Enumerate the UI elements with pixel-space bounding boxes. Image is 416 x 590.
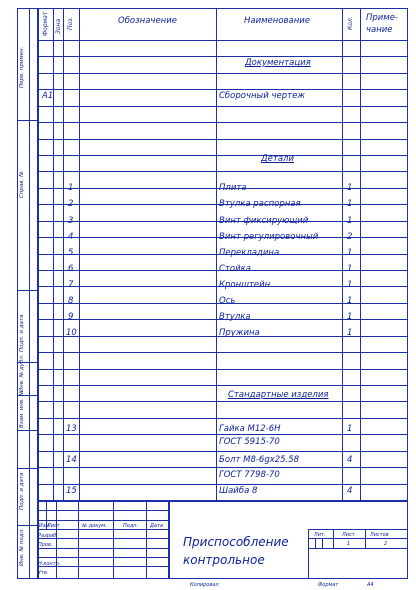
row-name: Стойка — [219, 264, 251, 274]
row-qty: 1 — [347, 296, 353, 306]
row-qty: 1 — [347, 424, 353, 434]
row-name: Втулка распорная — [219, 199, 301, 209]
header-name: Наименование — [244, 16, 311, 26]
ref-no-label: Справ. № — [19, 171, 25, 198]
replaces-inv-label: Взам. инв. № — [19, 390, 25, 428]
row-pos: 15 — [66, 486, 77, 496]
row-pos: 1 — [68, 183, 74, 193]
row-divider — [37, 106, 408, 107]
row-divider — [37, 56, 408, 57]
row-qty: 1 — [347, 280, 353, 290]
tb-sheets-label: Листов — [370, 532, 389, 538]
row-divider — [37, 352, 408, 353]
tb-col-date: Дата — [150, 523, 163, 529]
row-name: Втулка — [219, 312, 251, 322]
row-divider — [37, 401, 408, 402]
row-pos: 4 — [68, 232, 74, 242]
row-qty: 4 — [347, 455, 353, 465]
row-name: ГОСТ 5915-70 — [219, 437, 280, 447]
tb-approved: Утв. — [38, 570, 49, 576]
header-pos: Поз. — [67, 16, 74, 30]
row-name: Плита — [219, 183, 247, 193]
row-qty: 1 — [347, 312, 353, 322]
header-note-line1: Приме- — [366, 13, 399, 23]
row-divider — [37, 418, 408, 419]
row-name: ГОСТ 7798-70 — [219, 470, 280, 480]
row-name: Болт М8-6gx25.58 — [219, 455, 300, 465]
row-divider — [37, 171, 408, 172]
row-qty: 1 — [347, 248, 353, 258]
row-name: Пружина — [219, 328, 260, 338]
row-name: Ось — [219, 296, 236, 306]
first-use-label: Перв. примен. — [19, 46, 25, 88]
row-qty: 1 — [347, 216, 353, 226]
footer-format-label: Формат — [318, 582, 339, 588]
sign-date-label-1: Подп. и дата — [19, 314, 25, 352]
row-divider — [37, 451, 408, 452]
row-pos: 10 — [66, 328, 77, 338]
header-zone: Зона — [55, 18, 62, 34]
tb-col-doc: № докум. — [82, 523, 107, 529]
row-pos: 3 — [68, 216, 74, 226]
row-divider — [37, 122, 408, 123]
row-divider — [37, 467, 408, 468]
footer-format-value: А4 — [367, 582, 374, 588]
row-pos: 2 — [68, 199, 74, 209]
row-name: Шайба 8 — [219, 486, 258, 496]
row-name: Гайка М12-6Н — [219, 424, 281, 434]
row-pos: 5 — [68, 248, 74, 258]
tb-col-sheet: Лист — [47, 523, 60, 529]
tb-developed: Разраб. — [38, 533, 58, 539]
row-qty: 1 — [347, 183, 353, 193]
sign-date-label-2: Подп. и дата — [19, 472, 25, 510]
row-divider — [37, 89, 408, 90]
section-parts: Детали — [261, 154, 294, 164]
row-name: Винт регулировочный — [219, 232, 319, 242]
row-name: Кронштейн — [219, 280, 271, 290]
tb-col-sign: Подп. — [123, 523, 139, 529]
row-pos: 9 — [68, 312, 74, 322]
row-qty: 1 — [347, 264, 353, 274]
row-qty: 2 — [347, 232, 353, 242]
row-divider — [37, 385, 408, 386]
row-qty: 4 — [347, 486, 353, 496]
tb-checked: Пров. — [38, 542, 53, 548]
tb-col-change: Изм — [39, 523, 50, 529]
inv-dup-label: Инв. № дубл. — [19, 354, 25, 392]
footer-copied: Копировал — [190, 582, 219, 588]
row-divider — [37, 484, 408, 485]
drawing-title-line2: контрольное — [183, 553, 265, 567]
row-format-a1: A1 — [42, 91, 54, 101]
row-pos: 8 — [68, 296, 74, 306]
row-divider — [37, 369, 408, 370]
row-divider — [37, 434, 408, 435]
row-divider — [37, 139, 408, 140]
inv-orig-label: Инв. № подл. — [19, 528, 25, 566]
tb-lit-label: Лит. — [314, 532, 326, 538]
row-divider — [37, 73, 408, 74]
row-qty: 1 — [347, 199, 353, 209]
row-pos: 6 — [68, 264, 74, 274]
tb-norm-control: Н.контр. — [38, 561, 61, 567]
row-divider — [37, 155, 408, 156]
header-note-line2: чание — [366, 25, 393, 35]
title-block-top — [37, 500, 408, 502]
row-pos: 14 — [66, 455, 77, 465]
row-pos: 7 — [68, 280, 74, 290]
tb-sheet-value: 1 — [347, 541, 351, 547]
section-standard-items: Стандартные изделия — [228, 390, 329, 400]
header-qty: Кол. — [347, 16, 354, 30]
tb-sheets-value: 2 — [384, 541, 388, 547]
row-pos: 13 — [66, 424, 77, 434]
row-name: Винт фиксирующий — [219, 216, 309, 226]
row-name: Перекладина — [219, 248, 280, 258]
row-qty: 1 — [347, 328, 353, 338]
tb-sheet-label: Лист — [342, 532, 355, 538]
section-documentation: Документация — [245, 58, 311, 68]
header-designation: Обозначение — [118, 16, 177, 26]
header-format: Формат — [42, 11, 49, 36]
row-name-assembly: Сборочный чертеж — [219, 91, 305, 101]
drawing-title-line1: Приспособление — [183, 535, 289, 549]
